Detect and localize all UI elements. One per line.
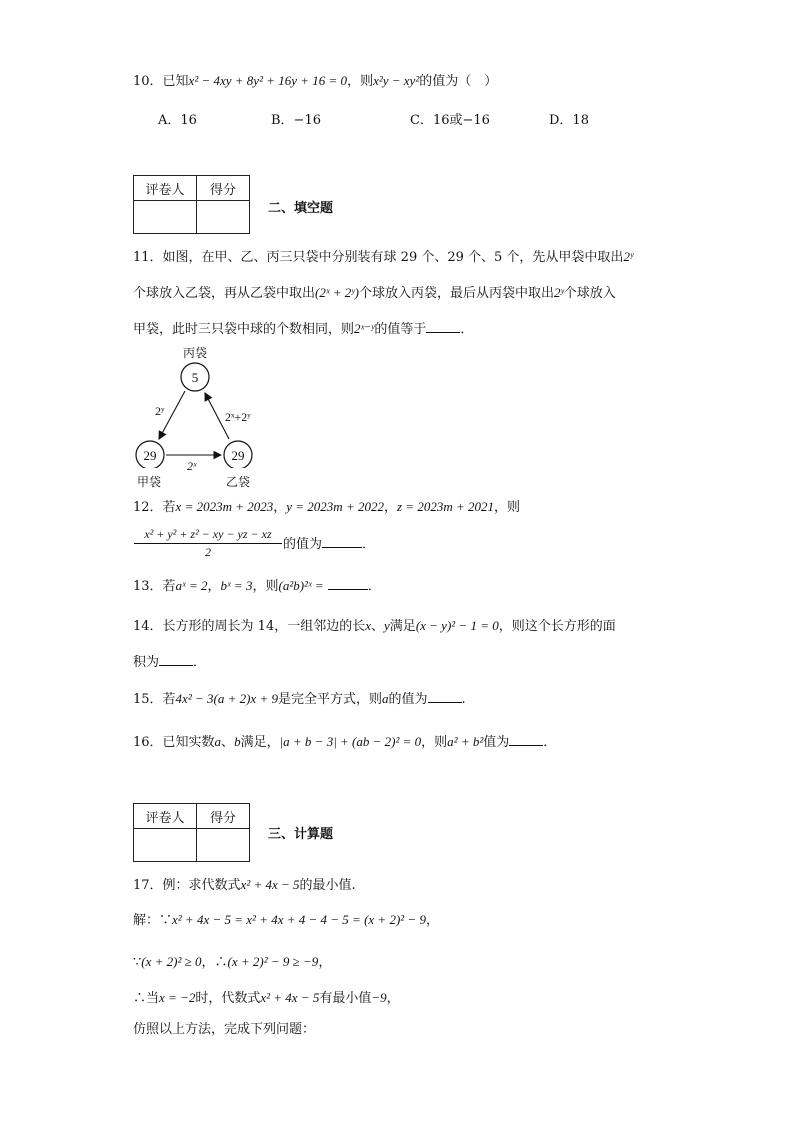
q12-fraction-numerator: x² + y² + z² − xy − yz − xz bbox=[134, 527, 282, 544]
q13-b-power: bˣ = 3 bbox=[220, 578, 253, 593]
q10-number-text: 10．已知 bbox=[133, 74, 189, 89]
q12-end: ． bbox=[362, 537, 376, 552]
q16-answer-blank[interactable] bbox=[509, 733, 543, 746]
bag-bing-value: 5 bbox=[191, 370, 199, 385]
score-table-header-score: 得分 bbox=[197, 804, 250, 829]
q11-line2-power: 2ʸ bbox=[553, 285, 564, 300]
bag-yi-label: 乙袋 bbox=[226, 475, 251, 489]
arrow-bing-to-jia-label: 2ʸ bbox=[155, 404, 165, 418]
q17-therefore: ，∴ bbox=[201, 955, 228, 970]
q11-line3-text-b: 的值等于 bbox=[374, 322, 427, 337]
q17-bound: (x + 2)² − 9 ≥ −9 bbox=[227, 954, 319, 969]
q13-line bbox=[133, 577, 381, 596]
q17-line4 bbox=[133, 989, 400, 1008]
q14-var-y: y bbox=[384, 618, 390, 633]
q11-line2-text-a: 个球放入乙袋，再从乙袋中取出 bbox=[133, 286, 316, 301]
q11-line2 bbox=[133, 284, 616, 303]
bag-jia-label: 甲袋 bbox=[137, 475, 162, 489]
q15-end: . bbox=[461, 692, 466, 707]
q11-answer-blank[interactable] bbox=[426, 320, 460, 333]
q17-text-a: 17．例：求代数式 bbox=[133, 878, 241, 893]
q11-line3-end: ． bbox=[460, 322, 474, 337]
q13-then: ，则 bbox=[252, 579, 279, 594]
q16-sep: 、 bbox=[221, 735, 235, 750]
q15-expr: 4x² − 3(a + 2)x + 9 bbox=[175, 691, 278, 706]
q11-line1-power: 2ʸ bbox=[623, 249, 634, 264]
q11-bag-diagram bbox=[125, 343, 285, 468]
q13-sep: ， bbox=[207, 579, 221, 594]
q12-sep1: ， bbox=[273, 500, 287, 515]
q15-text-b: 是完全平方式，则 bbox=[277, 692, 382, 707]
q11-line2-text-c: 个球放入 bbox=[563, 286, 616, 301]
bag-jia-value: 29 bbox=[143, 448, 157, 463]
q10-option-b[interactable]: B．−16 bbox=[271, 113, 321, 128]
q10-option-a[interactable]: A．16 bbox=[158, 113, 197, 128]
score-table-header-grader: 评卷人 bbox=[134, 804, 197, 829]
q17-line4-end: ， bbox=[386, 991, 400, 1006]
q17-nonneg: (x + 2)² ≥ 0 bbox=[141, 954, 202, 969]
q12-line2-tail bbox=[283, 535, 375, 554]
q17-when: ∴当 bbox=[133, 991, 160, 1006]
arrow-yi-to-bing-label: 2ˣ+2ʸ bbox=[225, 410, 251, 424]
q10-mid-text: ，则 bbox=[347, 74, 374, 89]
q10-option-d[interactable]: D．18 bbox=[549, 113, 589, 128]
q15-number-text: 15．若 bbox=[133, 692, 176, 707]
q16-var-b: b bbox=[234, 734, 241, 749]
q17-expr2: x² + 4x − 5 bbox=[260, 990, 320, 1005]
q14-answer-blank[interactable] bbox=[159, 653, 193, 666]
q17-text-d: 有最小值 bbox=[319, 991, 372, 1006]
q10-stem-line bbox=[133, 72, 497, 91]
q12-fraction-denominator: 2 bbox=[205, 545, 211, 559]
q17-text-b: 的最小值. bbox=[299, 878, 356, 893]
q16-text-b: 满足， bbox=[240, 735, 280, 750]
q10-option-c[interactable]: C．16或−16 bbox=[410, 113, 490, 128]
score-table-section2 bbox=[133, 175, 250, 234]
q16-var-a: a bbox=[214, 734, 222, 749]
q12-answer-blank[interactable] bbox=[322, 535, 362, 548]
q17-expr: x² + 4x − 5 bbox=[240, 877, 300, 892]
q15-answer-blank[interactable] bbox=[428, 690, 462, 703]
q13-answer-blank[interactable] bbox=[328, 577, 368, 590]
q17-x-value: x = −2 bbox=[159, 990, 196, 1005]
q15-var-a: a bbox=[381, 691, 389, 706]
q16-number-text: 16．已知实数 bbox=[133, 735, 215, 750]
q17-line2-end: ， bbox=[425, 913, 439, 928]
q17-solution-step1: x² + 4x − 5 = x² + 4x + 4 − 4 − 5 = (x + 2)² − 9 bbox=[172, 912, 426, 927]
q11-line3-text-a: 甲袋，此时三只袋中球的个数相同，则 bbox=[133, 322, 355, 337]
q14-sep: 、 bbox=[371, 619, 385, 634]
score-table-cell-grader[interactable] bbox=[134, 201, 197, 234]
arrow-jia-to-yi-label: 2ˣ bbox=[187, 459, 197, 473]
q14-line1 bbox=[133, 617, 616, 636]
bag-bing-label: 丙袋 bbox=[182, 346, 208, 360]
q14-line2 bbox=[133, 653, 206, 672]
q17-line5: 仿照以上方法，完成下列问题： bbox=[133, 1022, 316, 1037]
q12-fraction bbox=[134, 527, 282, 560]
q17-because: ∵ bbox=[133, 955, 142, 970]
q15-line bbox=[133, 690, 466, 709]
score-table-header-grader: 评卷人 bbox=[134, 176, 197, 201]
q10-expression: x²y − xy² bbox=[373, 73, 420, 88]
q17-line3-end: ， bbox=[318, 955, 332, 970]
q12-sep2: ， bbox=[383, 500, 397, 515]
q17-line1 bbox=[133, 876, 356, 895]
score-table-cell-score[interactable] bbox=[197, 201, 250, 234]
q14-equation: (x − y)² − 1 = 0 bbox=[415, 618, 499, 633]
q16-text-d: 值为 bbox=[483, 735, 510, 750]
q16-equation: |a + b − 3| + (ab − 2)² = 0 bbox=[279, 734, 422, 749]
q15-text-d: 的值为 bbox=[388, 692, 428, 707]
q14-text-a: 14．长方形的周长为 14，一组邻边的长 bbox=[133, 619, 366, 634]
score-table-cell-score[interactable] bbox=[197, 829, 250, 862]
q16-expr: a² + b² bbox=[447, 734, 484, 749]
q11-line1 bbox=[133, 248, 633, 267]
q17-min-value: −9 bbox=[371, 990, 387, 1005]
q17-line3 bbox=[133, 953, 331, 972]
q14-text-d: 积为 bbox=[133, 655, 160, 670]
q10-tail-text: 的值为（ ） bbox=[419, 74, 498, 89]
q11-line3-power: 2ˣ⁻ʸ bbox=[354, 321, 375, 336]
q11-line3 bbox=[133, 320, 473, 339]
q13-a-power: aˣ = 2 bbox=[175, 578, 208, 593]
q13-expr: (a²b)²ˣ = bbox=[278, 578, 324, 593]
q12-y-def: y = 2023m + 2022 bbox=[286, 499, 384, 514]
q12-tail1: ，则 bbox=[493, 500, 520, 515]
q11-line1-text: 11．如图，在甲、乙、丙三只袋中分别装有球 29 个、29 个、5 个，先从甲袋中取出 bbox=[133, 250, 624, 265]
q17-text-c: 时，代数式 bbox=[195, 991, 261, 1006]
q16-end: ． bbox=[543, 735, 557, 750]
q13-end: ． bbox=[367, 579, 381, 594]
q14-end: ． bbox=[193, 655, 207, 670]
section3-title: 三、计算题 bbox=[268, 827, 334, 842]
q16-line bbox=[133, 733, 556, 752]
q11-line2-text-b: 个球放入丙袋，最后从丙袋中取出 bbox=[358, 286, 554, 301]
q14-text-c: ，则这个长方形的面 bbox=[498, 619, 616, 634]
q13-number-text: 13．若 bbox=[133, 579, 176, 594]
q10-equation: x² − 4xy + 8y² + 16y + 16 = 0 bbox=[188, 73, 348, 88]
score-table-cell-grader[interactable] bbox=[134, 829, 197, 862]
q12-z-def: z = 2023m + 2021 bbox=[396, 499, 494, 514]
q16-text-c: ，则 bbox=[421, 735, 448, 750]
q12-line1 bbox=[133, 498, 520, 517]
score-table-section3 bbox=[133, 803, 250, 862]
q17-solution-label: 解：∵ bbox=[133, 913, 173, 928]
section2-title: 二、填空题 bbox=[268, 201, 334, 216]
q12-number-text: 12．若 bbox=[133, 500, 176, 515]
bag-yi-value: 29 bbox=[231, 448, 245, 463]
q12-tail2: 的值为 bbox=[283, 537, 323, 552]
q12-x-def: x = 2023m + 2023 bbox=[175, 499, 274, 514]
q14-var-x: x bbox=[365, 618, 371, 633]
q11-line2-expr: (2ˣ + 2ʸ) bbox=[315, 285, 359, 300]
q14-text-b: 满足 bbox=[389, 619, 416, 634]
q17-line2 bbox=[133, 911, 439, 930]
score-table-header-score: 得分 bbox=[197, 176, 250, 201]
